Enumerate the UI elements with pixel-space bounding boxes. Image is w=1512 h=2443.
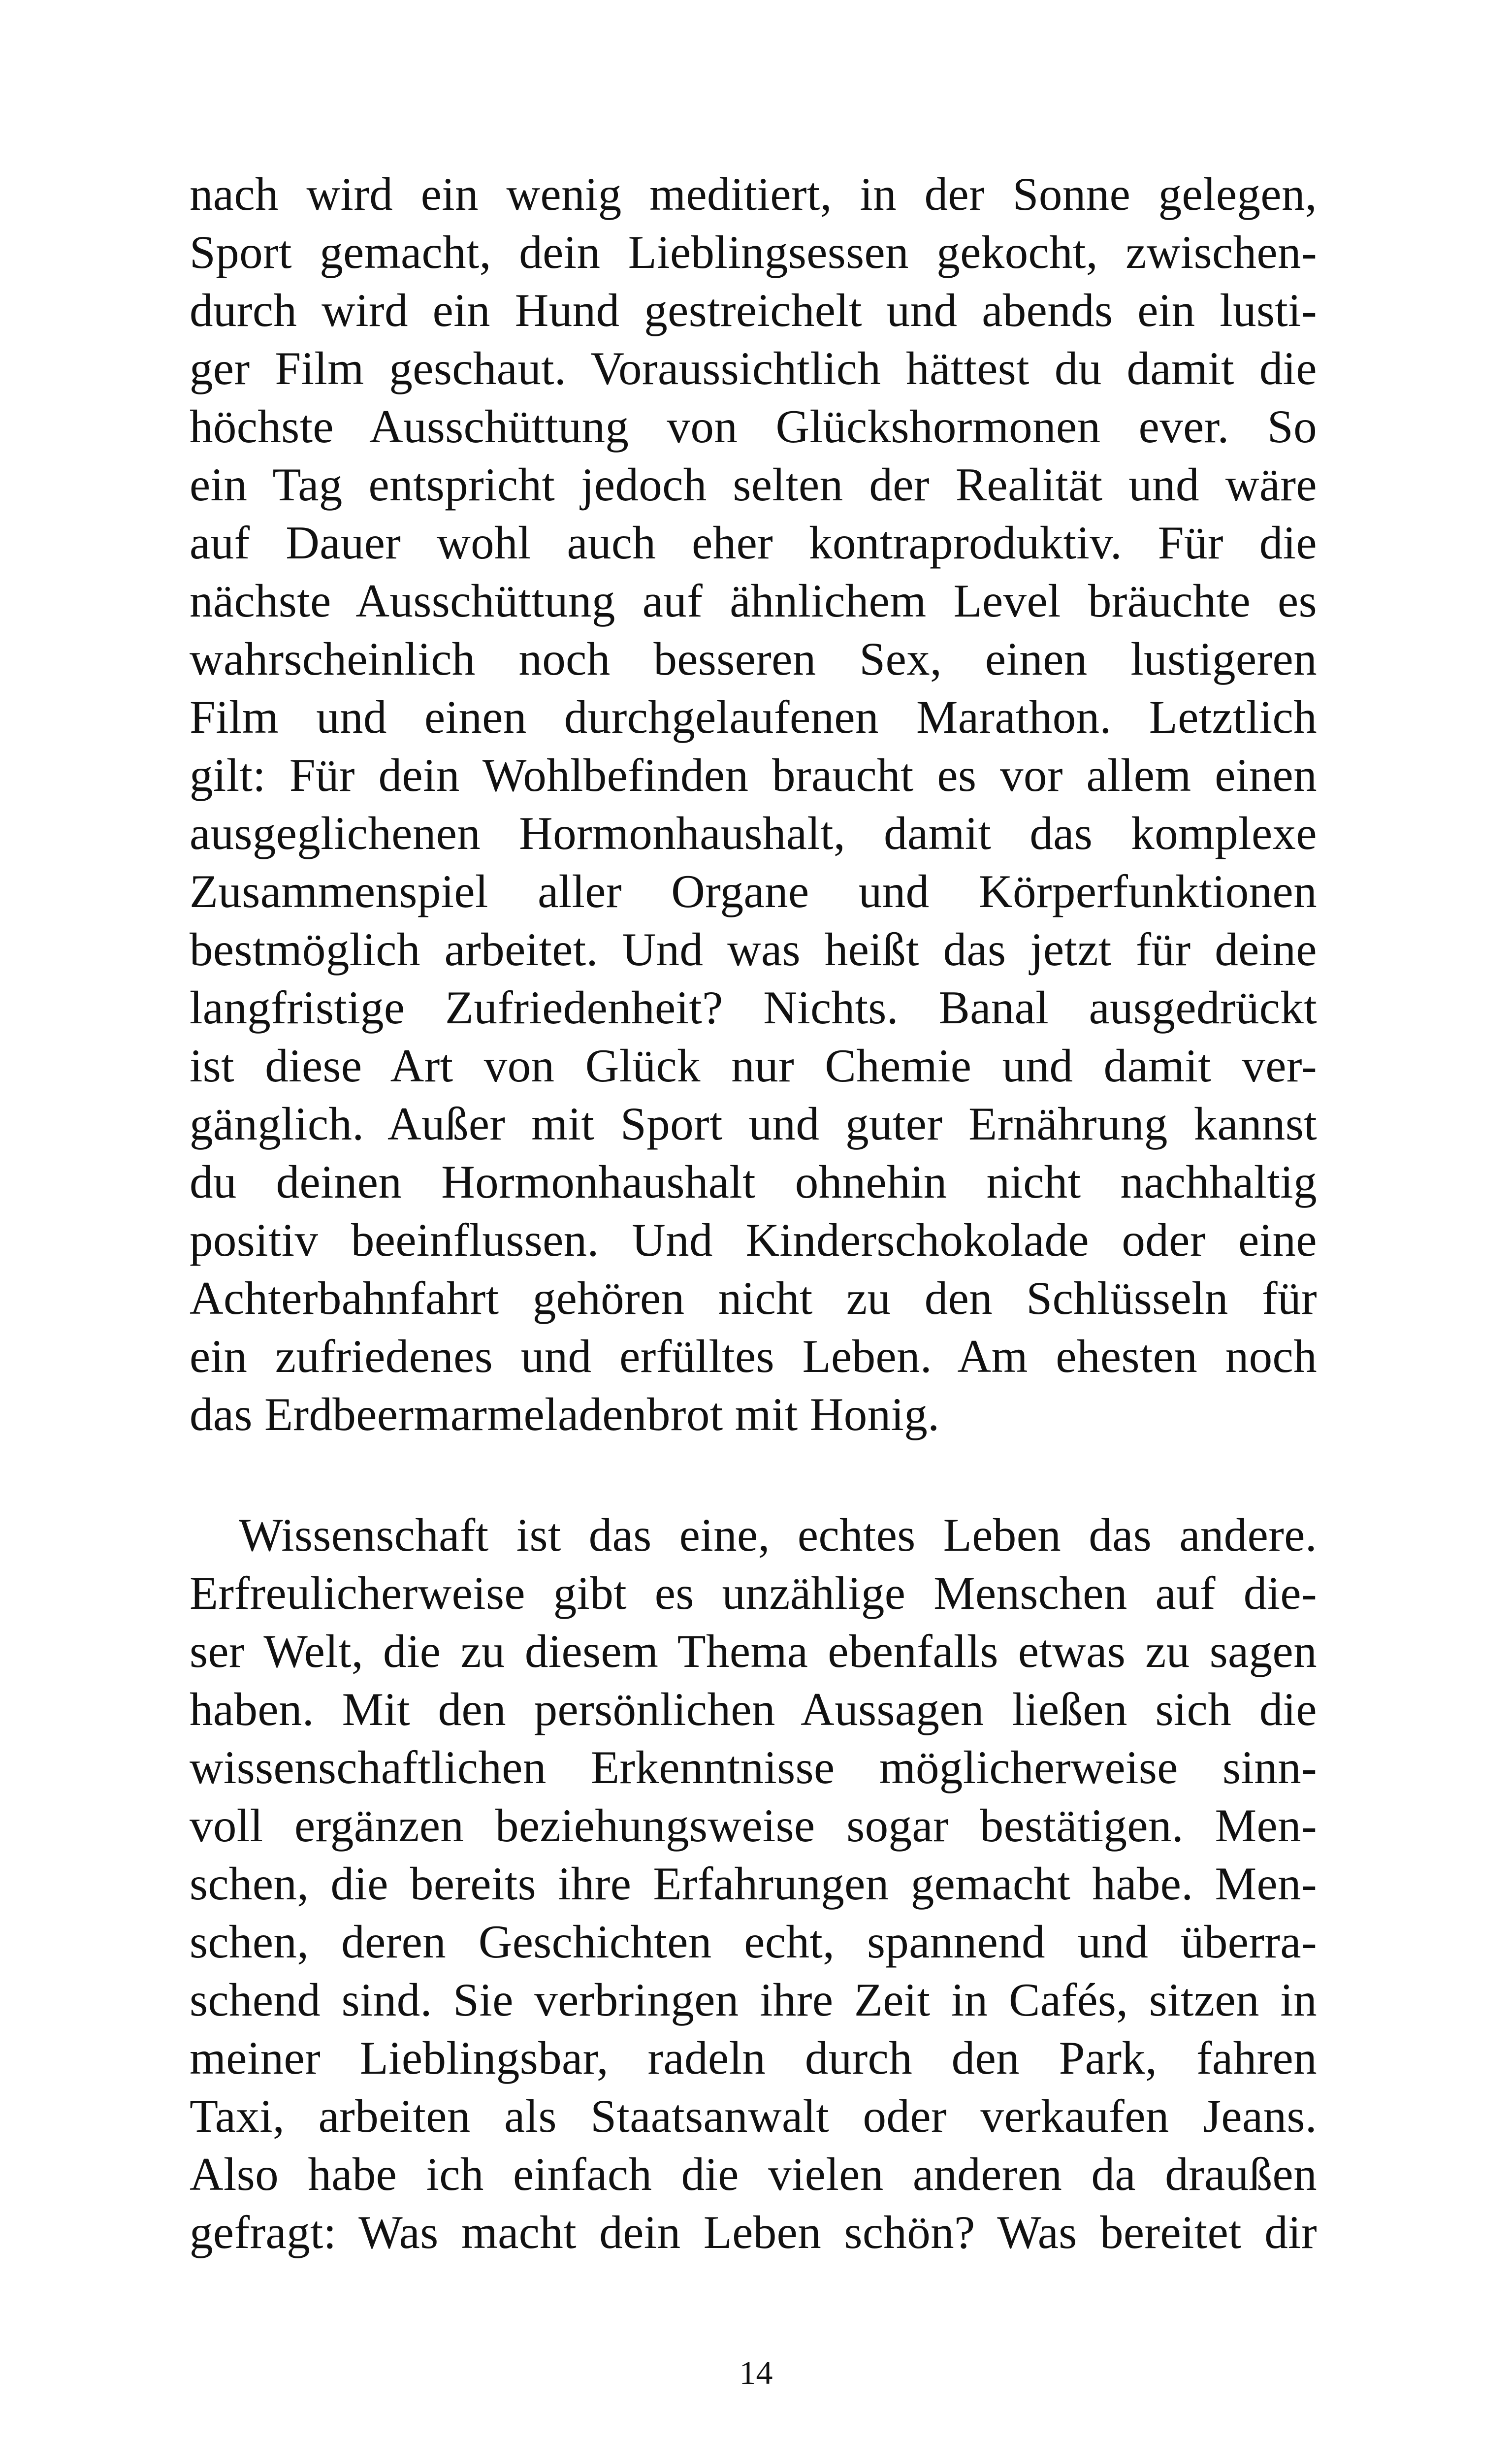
- text-line: gefragt: Was macht dein Leben schön? Was bereitet dir: [190, 2206, 1317, 2258]
- text-line: du deinen Hormonhaushalt ohnehin nicht nachhaltig: [190, 1156, 1317, 1208]
- text-line: durch wird ein Hund gestreichelt und abends ein lusti-: [190, 284, 1317, 336]
- text-line: ein Tag entspricht jedoch selten der Realität und wäre: [190, 458, 1317, 511]
- text-line: ein zufriedenes und erfülltes Leben. Am ehesten noch: [190, 1330, 1317, 1382]
- text-line: Also habe ich einfach die vielen anderen da draußen: [190, 2148, 1317, 2200]
- text-line: auf Dauer wohl auch eher kontraproduktiv. Für die: [190, 517, 1317, 569]
- text-line: langfristige Zufriedenheit? Nichts. Banal ausgedrückt: [190, 981, 1317, 1034]
- text-line: bestmöglich arbeitet. Und was heißt das jetzt für deine: [190, 923, 1317, 976]
- text-line: nächste Ausschüttung auf ähnlichem Level bräuchte es: [190, 575, 1317, 627]
- text-line: Wissenschaft ist das eine, echtes Leben das andere.: [239, 1509, 1317, 1561]
- text-line: gilt: Für dein Wohlbefinden braucht es vor allem einen: [190, 749, 1317, 801]
- text-line: Film und einen durchgelaufenen Marathon. Letztlich: [190, 691, 1317, 743]
- text-line: ser Welt, die zu diesem Thema ebenfalls etwas zu sagen: [190, 1625, 1317, 1677]
- text-line: ger Film geschaut. Voraussichtlich hättest du damit die: [190, 342, 1317, 394]
- text-line: gänglich. Außer mit Sport und guter Ernährung kannst: [190, 1098, 1317, 1150]
- text-line: höchste Ausschüttung von Glückshormonen ever. So: [190, 400, 1317, 453]
- text-line: schen, die bereits ihre Erfahrungen gemacht habe. Men-: [190, 1857, 1317, 1910]
- text-line: schend sind. Sie verbringen ihre Zeit in Cafés, sitzen in: [190, 1974, 1317, 2026]
- text-line: Erfreulicherweise gibt es unzählige Menschen auf die-: [190, 1567, 1317, 1619]
- text-line: schen, deren Geschichten echt, spannend und überra-: [190, 1916, 1317, 1968]
- text-line: Zusammenspiel aller Organe und Körperfunktionen: [190, 865, 1317, 917]
- text-line: ausgeglichenen Hormonhaushalt, damit das komplexe: [190, 807, 1317, 859]
- text-line: wissenschaftlichen Erkenntnisse möglicherweise sinn-: [190, 1741, 1317, 1793]
- text-line: positiv beeinflussen. Und Kinderschokolade oder eine: [190, 1214, 1317, 1266]
- text-line: haben. Mit den persönlichen Aussagen ließen sich die: [190, 1683, 1317, 1735]
- text-line: voll ergänzen beziehungsweise sogar bestätigen. Men-: [190, 1799, 1317, 1852]
- text-line: Taxi, arbeiten als Staatsanwalt oder verkaufen Jeans.: [190, 2090, 1317, 2142]
- page-number: 14: [739, 2354, 773, 2391]
- text-line: Sport gemacht, dein Lieblingsessen gekocht, zwischen-: [190, 226, 1317, 278]
- text-line: das Erdbeermarmeladenbrot mit Honig.: [190, 1388, 940, 1440]
- text-line: meiner Lieblingsbar, radeln durch den Park, fahren: [190, 2032, 1317, 2084]
- text-line: nach wird ein wenig meditiert, in der Sonne gelegen,: [190, 168, 1317, 220]
- text-line: wahrscheinlich noch besseren Sex, einen lustigeren: [190, 633, 1317, 685]
- text-line: Achterbahnfahrt gehören nicht zu den Schlüsseln für: [190, 1272, 1317, 1324]
- text-line: ist diese Art von Glück nur Chemie und damit ver-: [190, 1040, 1317, 1092]
